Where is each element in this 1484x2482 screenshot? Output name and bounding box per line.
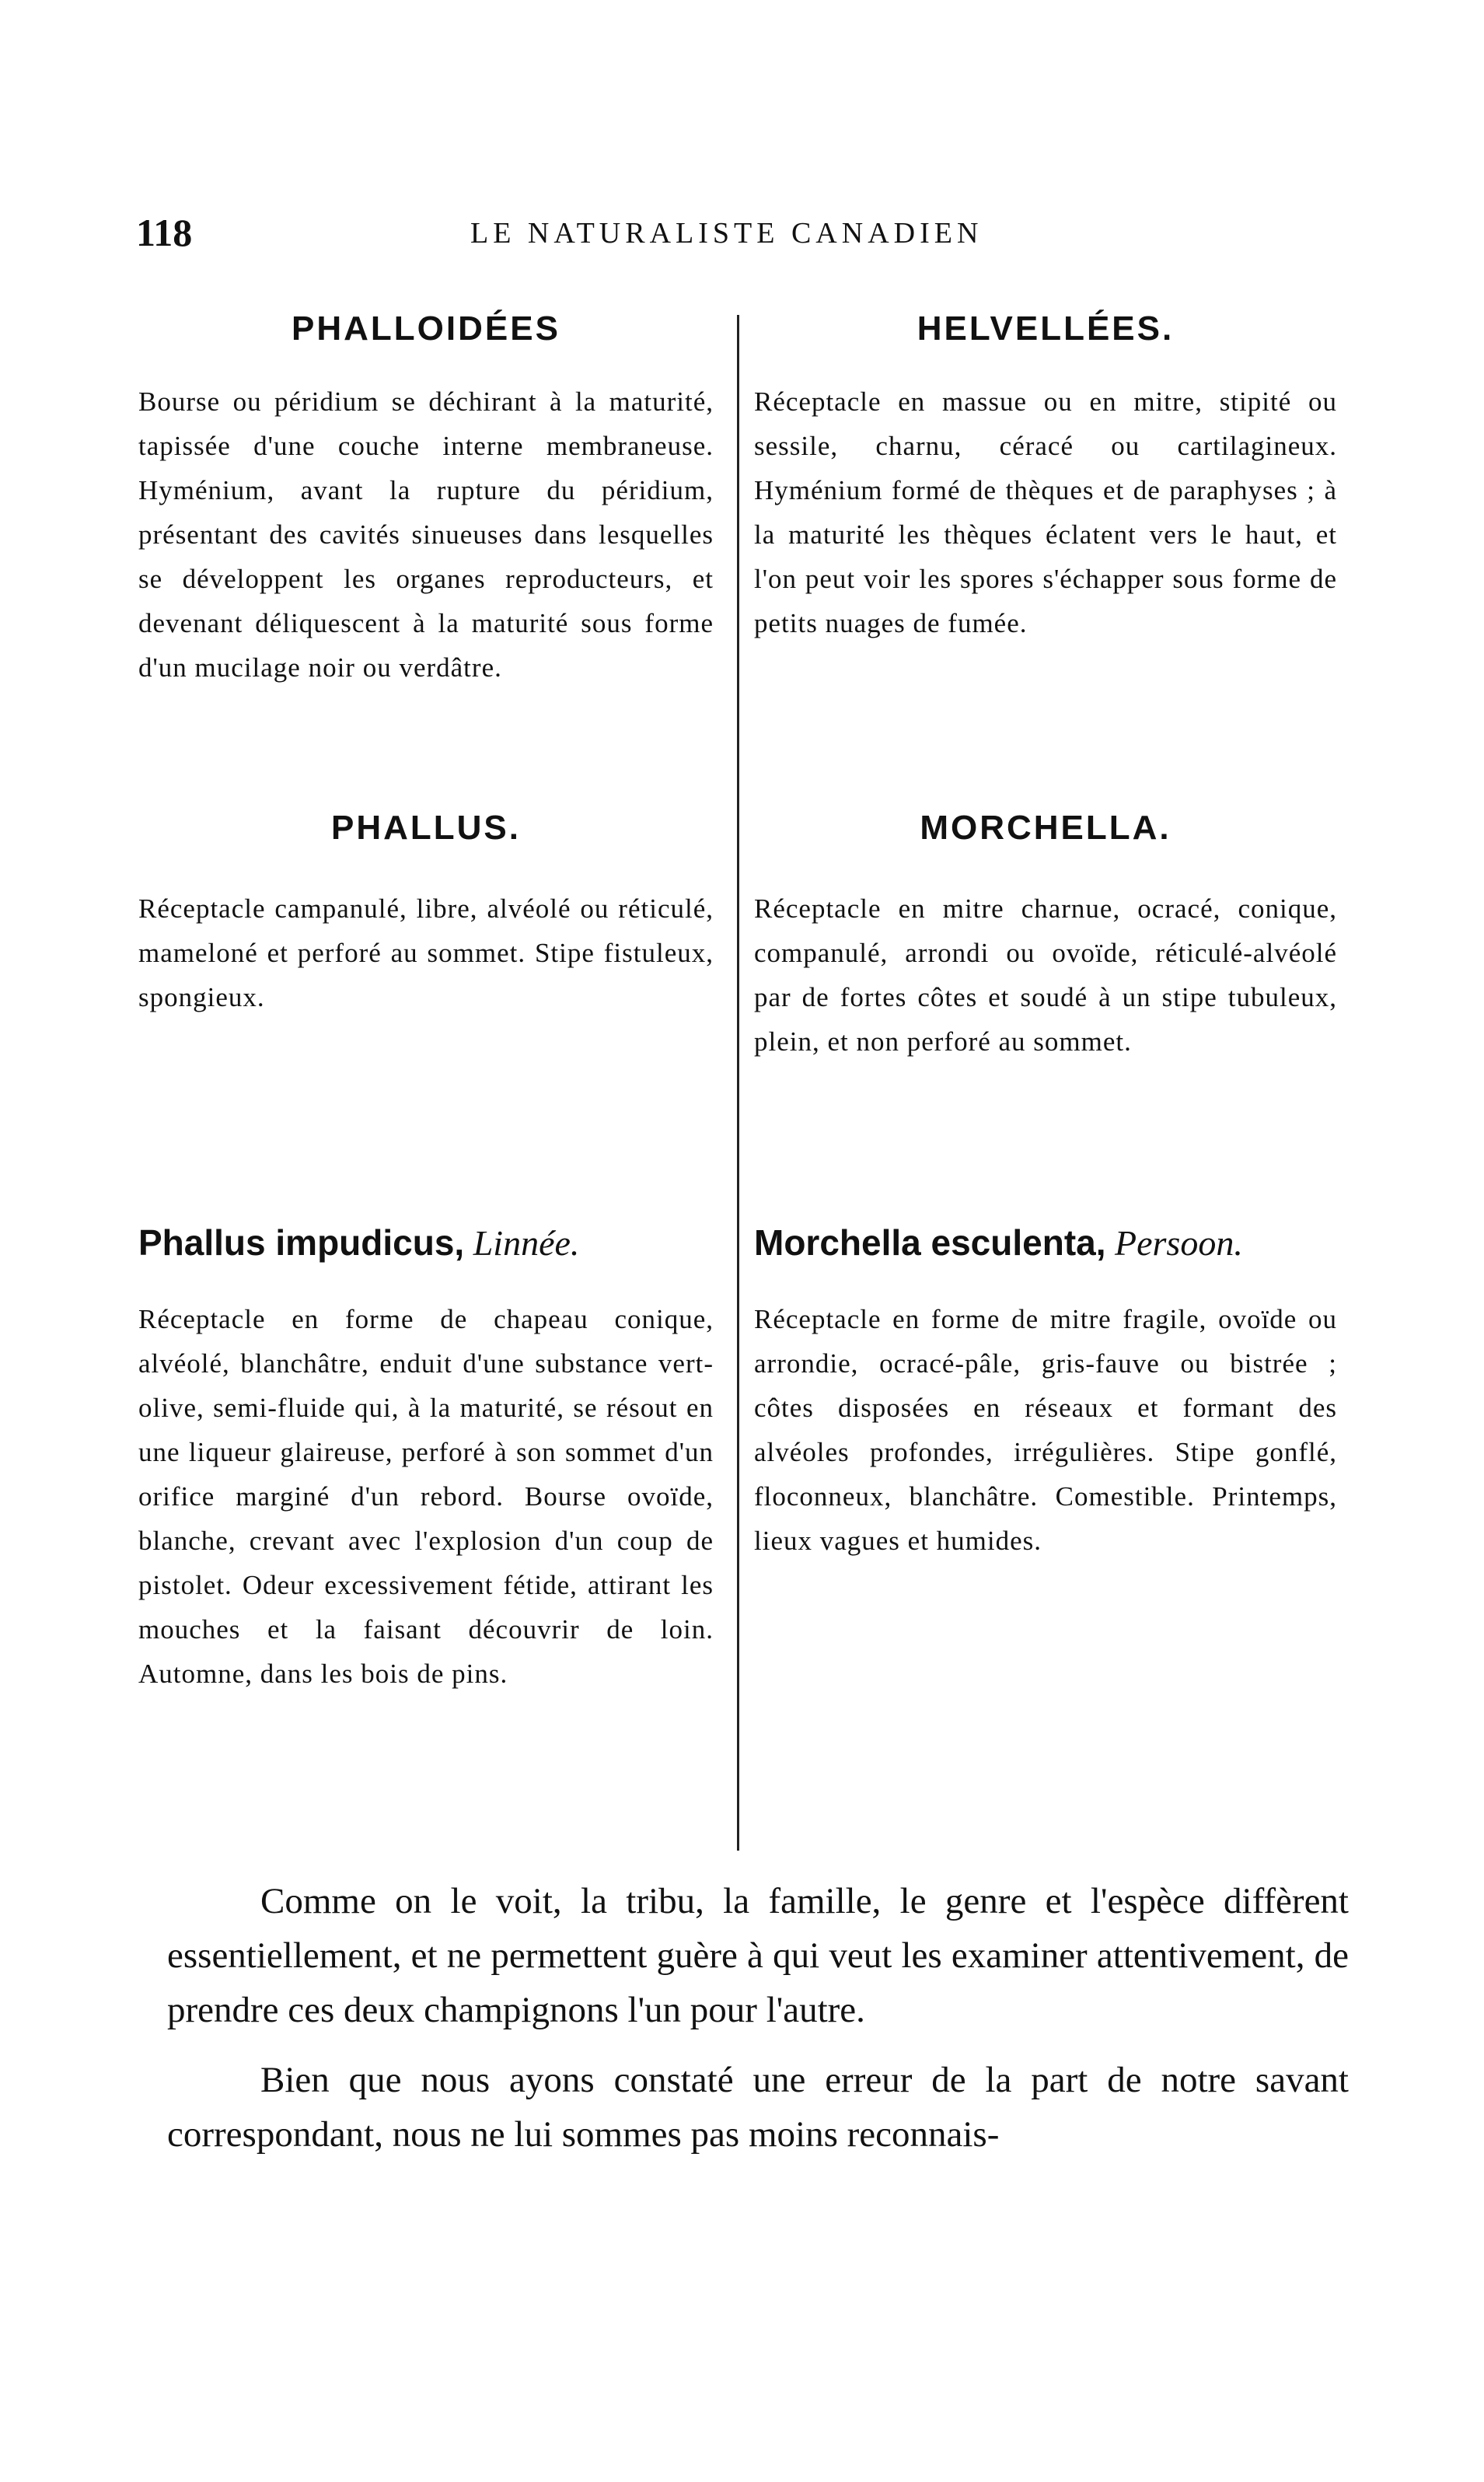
- left-species-description: Réceptacle en forme de chapeau conique, alvéolé, blanchâtre, enduit d'une substance vert-olive, semi-fluide qui, à la maturité, se résout en une liqueur glaireuse, perforé à son sommet d'un orifice marginé d'un rebord. Bourse ovoïde, blanche, crevant avec l'explosion d'un coup de pistolet. Odeur excessivement fétide, attirant les mouches et la faisant découvrir de loin. Automne, dans les bois de pins.: [138, 1304, 714, 1689]
- species-author-persoon: Persoon.: [1115, 1223, 1243, 1263]
- right-genus-heading: [754, 809, 1337, 848]
- right-genus-description: Réceptacle en mitre charnue, ocracé, conique, companulé, arrondi ou ovoïde, réticulé-alvéolé par de fortes côtes et soudé à un stipe tubuleux, plein, et non perforé au sommet.: [754, 893, 1337, 1057]
- running-title: LE NATURALISTE CANADIEN: [470, 217, 983, 250]
- genus-title-phallus: PHALLUS.: [331, 809, 521, 847]
- genus-title-morchella: MORCHELLA.: [920, 809, 1171, 847]
- left-tribe-description: Bourse ou péridium se déchirant à la maturité, tapissée d'une couche interne membraneuse. Hyménium, avant la rupture du péridium, présentant des cavités sinueuses dans lesquelles se développent les organes reproducteurs, et devenant déliquescent à la maturité sous forme d'un mucilage noir ou verdâtre.: [138, 386, 714, 683]
- left-tribe-heading: [138, 309, 714, 348]
- right-species-heading: [754, 1219, 1337, 1267]
- tribe-title-phalloidees: PHALLOIDÉES: [292, 309, 560, 348]
- page-header: [136, 210, 1349, 264]
- column-divider: [737, 315, 739, 1851]
- page-number: 118: [136, 211, 193, 254]
- right-tribe-heading: [754, 309, 1337, 348]
- tribe-title-helvellees: HELVELLÉES.: [917, 309, 1175, 348]
- species-name-phallus: Phallus impudicus,: [138, 1222, 465, 1263]
- body-paragraph-2: Bien que nous ayons constaté une erreur de la part de notre savant correspondant, nous ne lui sommes pas moins reconnais-: [167, 2060, 1349, 2155]
- species-name-morchella: Morchella esculenta,: [754, 1222, 1106, 1263]
- left-species-heading: [138, 1219, 714, 1267]
- right-species-description: Réceptacle en forme de mitre fragile, ovoïde ou arrondie, ocracé-pâle, gris-fauve ou bistrée ; côtes disposées en réseaux et formant des alvéoles profondes, irrégulières. Stipe gonflé, floconneux, blanchâtre. Comestible. Printemps, lieux vagues et humides.: [754, 1304, 1337, 1556]
- left-genus-description: Réceptacle campanulé, libre, alvéolé ou réticulé, mameloné et perforé au sommet. Stipe fistuleux, spongieux.: [138, 893, 714, 1012]
- species-author-linnee: Linnée.: [473, 1223, 580, 1263]
- left-genus-heading: [138, 809, 714, 848]
- body-paragraph-1: Comme on le voit, la tribu, la famille, le genre et l'espèce diffèrent essentiellement, et ne permettent guère à qui veut les examiner attentivement, de prendre ces deux champignons l'un pour l'autre.: [167, 1881, 1349, 2030]
- right-tribe-description: Réceptacle en massue ou en mitre, stipité ou sessile, charnu, céracé ou cartilagineux. Hyménium formé de thèques et de paraphyses ; à la maturité les thèques éclatent vers le haut, et l'on peut voir les spores s'échapper sous forme de petits nuages de fumée.: [754, 386, 1337, 638]
- body-text: [167, 1874, 1349, 2162]
